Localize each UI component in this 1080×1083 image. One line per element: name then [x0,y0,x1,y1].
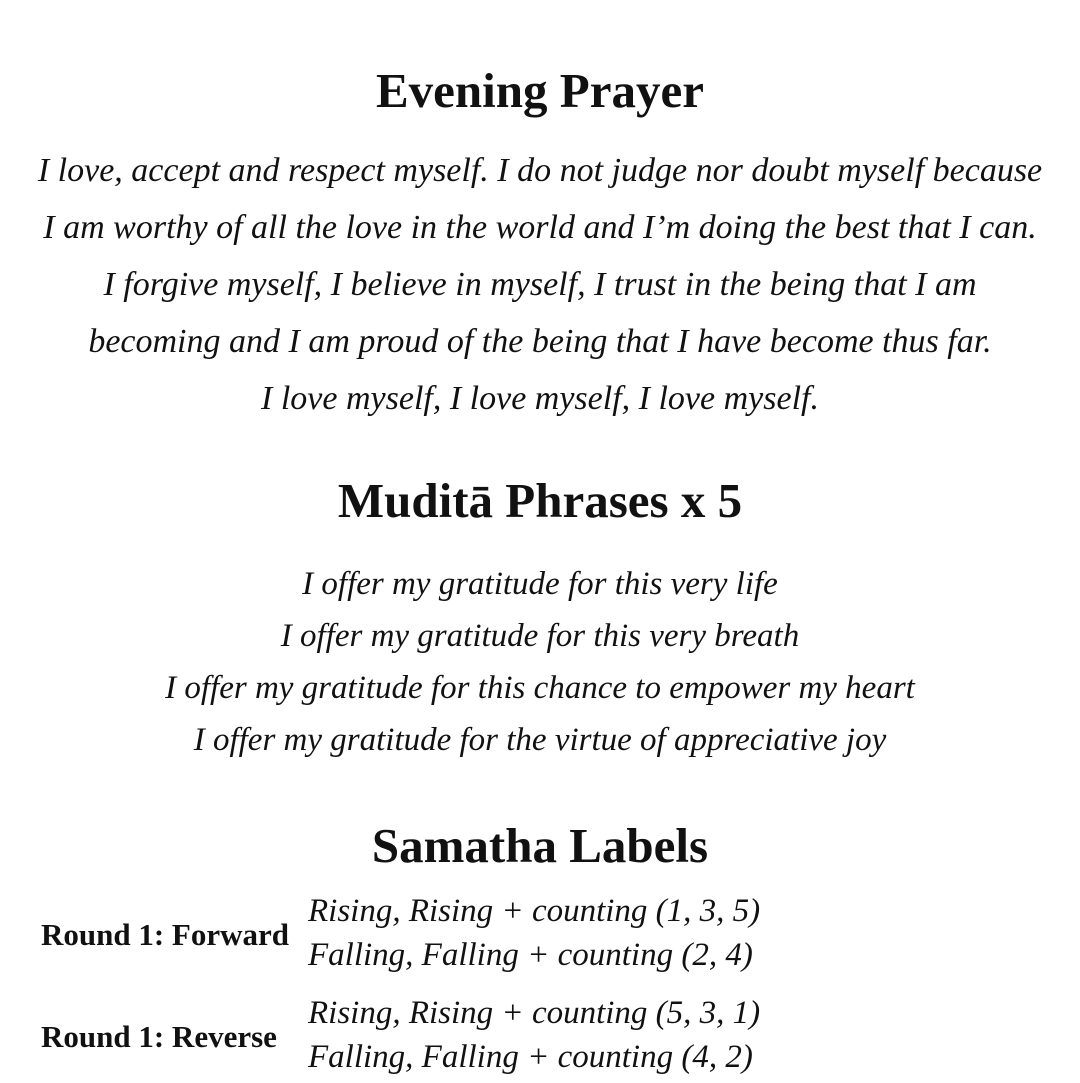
mudita-title: Muditā Phrases x 5 [337,473,743,528]
prayer-line: I love myself, I love myself, I love myself. [261,380,819,417]
round-line: Rising, Rising + counting (1, 3, 5) [308,893,761,929]
prayer-line: I am worthy of all the love in the world and I’m doing the best that I can. [43,209,1037,246]
mudita-line: I offer my gratitude for the virtue of appreciative joy [193,722,887,758]
prayer-line: I love, accept and respect myself. I do not judge nor doubt myself because [37,152,1043,189]
prayer-line: becoming and I am proud of the being that I have become thus far. [88,323,992,360]
mudita-line: I offer my gratitude for this very breath [280,618,800,654]
mudita-phrases [0,558,1080,766]
round-line: Rising, Rising + counting (5, 3, 1) [308,995,761,1031]
mudita-line: I offer my gratitude for this chance to empower my heart [165,670,915,706]
evening-prayer-title: Evening Prayer [376,63,704,118]
samatha-round-forward [0,889,1080,981]
prayer-line: I forgive myself, I believe in myself, I trust in the being that I am [103,266,977,303]
round-lines [308,991,760,1079]
round-label: Round 1: Reverse [41,1019,277,1054]
round-line: Falling, Falling + counting (2, 4) [308,937,753,973]
mudita-line: I offer my gratitude for this very life [302,566,778,602]
round-lines [308,889,760,977]
samatha-title: Samatha Labels [371,818,709,873]
round-label: Round 1: Forward [41,917,290,952]
round-line: Falling, Falling + counting (4, 2) [308,1039,753,1075]
samatha-round-reverse [0,991,1080,1083]
evening-prayer-text [0,142,1080,427]
